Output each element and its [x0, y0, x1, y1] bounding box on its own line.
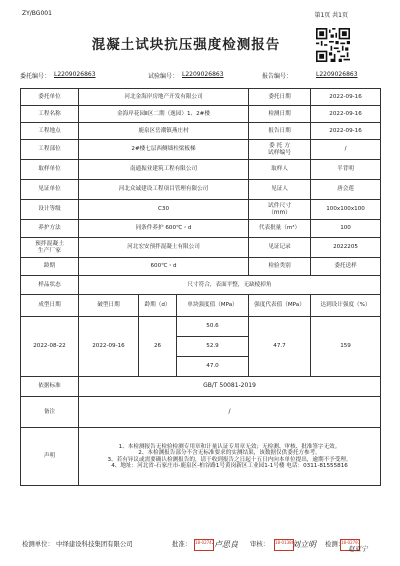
- state-label: 样品状态: [21, 276, 79, 295]
- row-grade: [21, 200, 381, 220]
- approve-signature: 卢思良: [214, 540, 238, 549]
- page-indicator: 第1页 共1页: [314, 12, 348, 19]
- approve-label: 批准：: [172, 540, 192, 548]
- row-remark: [21, 397, 381, 428]
- witness-label: 见证人: [249, 180, 311, 200]
- results-row-1: [21, 317, 381, 337]
- declaration-line-2: 2、本检测报告部分不含无标准要求的实测结果，该数据仅供委托方参考。: [138, 450, 321, 457]
- remark-label: 备注: [21, 397, 79, 428]
- part-value: 2#楼七层西侧墙柱梁板梯: [79, 140, 249, 160]
- row-project: [21, 106, 381, 123]
- break-date-value: 2022-09-16: [79, 317, 139, 377]
- row-part: [21, 140, 381, 160]
- col-percent: 达到设计强度（%）: [311, 295, 381, 317]
- declaration-line-3: 3、若有异议或需要确认检测报告的，请于收到报告之日起十五日内向本单位提出，逾期不予受理。: [107, 456, 352, 463]
- client-label: 委托单位: [21, 89, 79, 106]
- report-date-label: 报告日期: [249, 123, 311, 140]
- curing-label: 养护方法: [21, 220, 79, 238]
- size-value: 100x100x100: [311, 200, 381, 220]
- test-stamp: 18-02793: [340, 539, 360, 551]
- client-value: 河北金海岸房地产开发有限公司: [79, 89, 249, 106]
- org-value: 中绎建设科技集团有限公司: [56, 540, 133, 548]
- qr-code-icon[interactable]: [316, 28, 350, 62]
- col-form-date: 成型日期: [21, 295, 79, 317]
- sample-no-label: 试验编号：: [148, 73, 179, 80]
- age-value: 600℃・d: [79, 258, 249, 276]
- report-title: 混凝土试块抗压强度检测报告: [91, 37, 281, 53]
- commission-no: L2209026863: [54, 71, 96, 78]
- witness-value: 唐会莲: [311, 180, 381, 200]
- record-label: 见证记录: [249, 238, 311, 258]
- project-label: 工程名称: [21, 106, 79, 123]
- report-no-label: 报告编号：: [262, 73, 293, 80]
- sampler-unit-value: 南通振业建筑工程有限公司: [79, 160, 249, 180]
- single-strength-1: 50.6: [177, 317, 249, 337]
- col-age: 龄期（d）: [139, 295, 177, 317]
- grade-label: 设计等级: [21, 200, 79, 220]
- test-date-label: 检测日期: [249, 106, 311, 123]
- site-value: 鹿泉区岳潮镇燕庄村: [79, 123, 249, 140]
- state-value: 尺寸符合，表面平整，无缺棱掉角: [79, 276, 381, 295]
- site-label: 工程地点: [21, 123, 79, 140]
- category-value: 委托送样: [311, 258, 381, 276]
- project-value: 金海岸花园Ⅱ区二期（逸园）1、2#楼: [79, 106, 249, 123]
- row-declaration: [21, 428, 381, 486]
- sampler-value: 半背明: [311, 160, 381, 180]
- org-label: 检测单位：: [22, 540, 54, 548]
- commission-date-value: 2022-09-16: [311, 89, 381, 106]
- row-maker: [21, 238, 381, 258]
- maker-label: 预拌混凝土 生产厂家: [21, 238, 79, 258]
- declaration-text: [79, 428, 381, 486]
- record-value: 2022205: [311, 238, 381, 258]
- declaration-line-1: 1、本检测报告无检验检测专用章和计量认证专用章无效；无检测、审核、批准签字无效。: [118, 443, 341, 450]
- grade-value: C30: [79, 200, 249, 220]
- sampler-unit-label: 取样单位: [21, 160, 79, 180]
- basis-value: GB/T 50081-2019: [79, 377, 381, 397]
- review-stamp: 18-01386: [274, 539, 294, 551]
- part-label: 工程部位: [21, 140, 79, 160]
- sample-no: L2209026863: [182, 71, 224, 78]
- col-break-date: 破型日期: [79, 295, 139, 317]
- row-state: [21, 276, 381, 295]
- rep-area-value: 100: [311, 220, 381, 238]
- remark-value: /: [79, 397, 381, 428]
- review-signature: 刘立明: [292, 540, 316, 549]
- curing-value: 同条件养护 600℃・d: [79, 220, 249, 238]
- maker-value: 河北宏安预拌混凝土有限公司: [79, 238, 249, 258]
- form-date-value: 2022-08-22: [21, 317, 79, 377]
- basis-label: 依据标准: [21, 377, 79, 397]
- size-label: 试件尺寸 （mm）: [249, 200, 311, 220]
- witness-unit-value: 河北众诚建设工程项目管理有限公司: [79, 180, 249, 200]
- row-witness: [21, 180, 381, 200]
- row-age: [21, 258, 381, 276]
- results-header-row: [21, 295, 381, 317]
- witness-unit-label: 见证单位: [21, 180, 79, 200]
- row-basis: [21, 377, 381, 397]
- commission-date-label: 委托日期: [249, 89, 311, 106]
- test-date-value: 2022-09-16: [311, 106, 381, 123]
- single-strength-3: 47.0: [177, 357, 249, 377]
- col-rep-strength: 强度代表值（MPa）: [249, 295, 311, 317]
- test-label: 检测：: [325, 540, 345, 548]
- row-sampler: [21, 160, 381, 180]
- approve-stamp: 18-02742: [194, 539, 214, 551]
- rep-area-label: 代表批量（m³）: [249, 220, 311, 238]
- report-table: [20, 88, 381, 486]
- commission-no-label: 委托编号：: [20, 73, 51, 80]
- test-signature: 赵亚宁: [348, 545, 368, 553]
- age-label: 龄期: [21, 258, 79, 276]
- rep-strength-value: 47.7: [249, 317, 311, 377]
- row-client: [21, 89, 381, 106]
- col-single-strength: 单块强度值（MPa）: [177, 295, 249, 317]
- consign-code-value: /: [311, 140, 381, 160]
- declaration-line-4: 4、地址：河北省-石家庄市-鹿泉区-柏谷路1号黄岗新区工业园1-1号楼 电话：0311-81555816: [111, 462, 348, 469]
- declaration-label: 声明: [21, 428, 79, 486]
- row-site: [21, 123, 381, 140]
- report-date-value: 2022-09-16: [311, 123, 381, 140]
- category-label: 检验类别: [249, 258, 311, 276]
- age-days-value: 26: [139, 317, 177, 377]
- sampler-label: 取样人: [249, 160, 311, 180]
- review-label: 审核：: [250, 540, 270, 548]
- report-ids: [20, 71, 380, 83]
- report-no: L2209026863: [316, 71, 358, 78]
- single-strength-2: 52.9: [177, 337, 249, 357]
- row-curing: [21, 220, 381, 238]
- doc-code: ZY/BG001: [22, 10, 52, 17]
- report-footer: [22, 537, 382, 551]
- consign-code-label: 委 托 方 试样编号: [249, 140, 311, 160]
- percent-value: 159: [311, 317, 381, 377]
